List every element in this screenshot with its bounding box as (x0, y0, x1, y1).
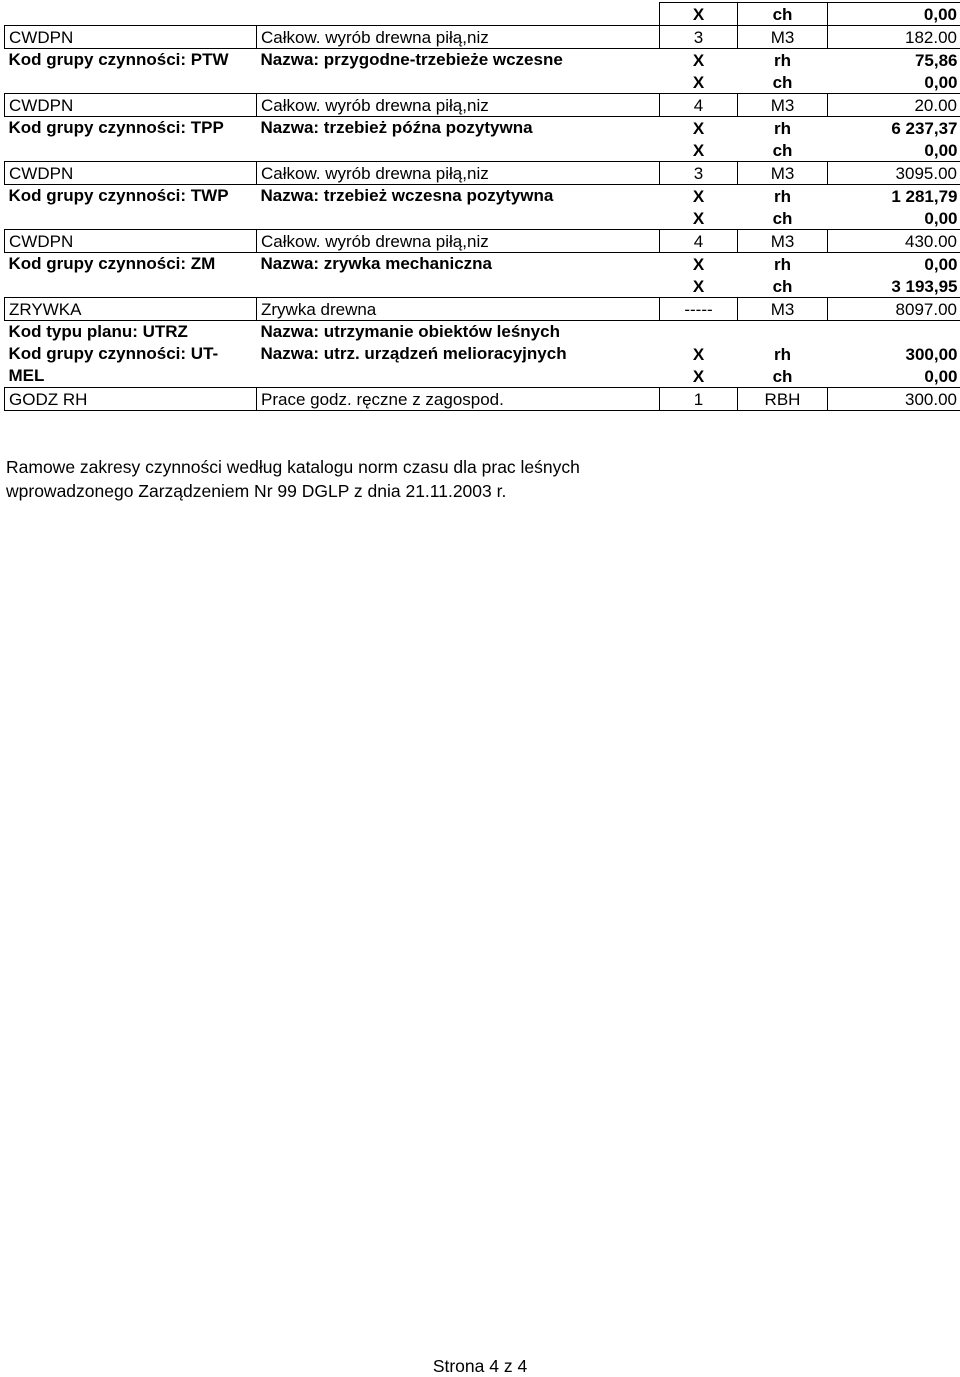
x-mark: X (660, 253, 738, 276)
table-row (5, 388, 960, 411)
item-value: 430.00 (828, 230, 960, 253)
unit-cell: rh (738, 117, 828, 140)
table-row (5, 321, 960, 344)
page-number: Strona 4 z 4 (0, 1356, 960, 1377)
item-code: ZRYWKA (5, 298, 257, 321)
value-cell: 300,00 (828, 343, 960, 365)
table-row (5, 298, 960, 321)
item-description: Całkow. wyrób drewna piłą,niz (257, 230, 660, 253)
item-quantity: ----- (660, 298, 738, 321)
unit-cell: ch (738, 207, 828, 230)
item-code: CWDPN (5, 162, 257, 185)
item-value: 182.00 (828, 26, 960, 49)
item-value: 300.00 (828, 388, 960, 411)
table-row (5, 94, 960, 117)
item-value: 20.00 (828, 94, 960, 117)
group-name: Nazwa: trzebież wczesna pozytywna (257, 185, 660, 230)
item-quantity: 3 (660, 26, 738, 49)
item-code: CWDPN (5, 230, 257, 253)
x-mark: X (660, 139, 738, 162)
item-code: GODZ RH (5, 388, 257, 411)
item-quantity: 1 (660, 388, 738, 411)
value-cell: 0,00 (828, 207, 960, 230)
table-row (5, 185, 960, 208)
table-row (5, 253, 960, 276)
item-value: 8097.00 (828, 298, 960, 321)
item-unit: M3 (738, 162, 828, 185)
value-cell: 0,00 (828, 253, 960, 276)
group-code: Kod grupy czynności: TWP (5, 185, 257, 230)
group-code: Kod grupy czynności: PTW (5, 49, 257, 94)
item-code: CWDPN (5, 26, 257, 49)
value-cell: 75,86 (828, 49, 960, 72)
unit-cell: rh (738, 49, 828, 72)
item-description: Prace godz. ręczne z zagospod. (257, 388, 660, 411)
footnote (6, 455, 906, 503)
item-unit: M3 (738, 298, 828, 321)
x-mark: X (660, 365, 738, 388)
unit-cell: ch (738, 3, 828, 26)
footnote-line-1: Ramowe zakresy czynności według katalogu norm czasu dla prac leśnych (6, 455, 906, 479)
unit-cell: ch (738, 275, 828, 298)
item-unit: M3 (738, 26, 828, 49)
value-cell: 1 281,79 (828, 185, 960, 208)
x-mark: X (660, 3, 738, 26)
table-row (5, 3, 960, 26)
item-value: 3095.00 (828, 162, 960, 185)
footnote-line-2: wprowadzonego Zarządzeniem Nr 99 DGLP z dnia 21.11.2003 r. (6, 479, 906, 503)
item-description: Całkow. wyrób drewna piłą,niz (257, 94, 660, 117)
value-cell: 6 237,37 (828, 117, 960, 140)
value-cell: 0,00 (828, 139, 960, 162)
x-mark: X (660, 49, 738, 72)
table-row (5, 230, 960, 253)
unit-cell: ch (738, 139, 828, 162)
value-cell: 3 193,95 (828, 275, 960, 298)
operations-table (4, 2, 960, 411)
value-cell: 0,00 (828, 71, 960, 94)
table-row (5, 49, 960, 72)
plan-name: Nazwa: utrzymanie obiektów leśnych (257, 321, 960, 344)
item-code: CWDPN (5, 94, 257, 117)
x-mark: X (660, 117, 738, 140)
unit-cell: ch (738, 365, 828, 388)
table-row (5, 343, 960, 365)
unit-cell: rh (738, 343, 828, 365)
x-mark: X (660, 71, 738, 94)
item-description: Całkow. wyrób drewna piłą,niz (257, 26, 660, 49)
x-mark: X (660, 343, 738, 365)
item-unit: M3 (738, 94, 828, 117)
x-mark: X (660, 275, 738, 298)
item-unit: RBH (738, 388, 828, 411)
plan-code: Kod typu planu: UTRZ (5, 321, 257, 344)
group-name: Nazwa: trzebież późna pozytywna (257, 117, 660, 162)
group-code: Kod grupy czynności: ZM (5, 253, 257, 298)
table-row (5, 117, 960, 140)
item-quantity: 3 (660, 162, 738, 185)
table-row (5, 162, 960, 185)
unit-cell: rh (738, 253, 828, 276)
item-quantity: 4 (660, 94, 738, 117)
value-cell: 0,00 (828, 3, 960, 26)
table-row (5, 26, 960, 49)
x-mark: X (660, 207, 738, 230)
group-name: Nazwa: przygodne-trzebieże wczesne (257, 49, 660, 94)
item-description: Całkow. wyrób drewna piłą,niz (257, 162, 660, 185)
unit-cell: ch (738, 71, 828, 94)
group-code: Kod grupy czynności: TPP (5, 117, 257, 162)
group-code: Kod grupy czynności: UT- MEL (5, 343, 257, 388)
item-description: Zrywka drewna (257, 298, 660, 321)
group-name: Nazwa: utrz. urządzeń melioracyjnych (257, 343, 660, 388)
item-unit: M3 (738, 230, 828, 253)
value-cell: 0,00 (828, 365, 960, 388)
unit-cell: rh (738, 185, 828, 208)
group-name: Nazwa: zrywka mechaniczna (257, 253, 660, 298)
x-mark: X (660, 185, 738, 208)
item-quantity: 4 (660, 230, 738, 253)
